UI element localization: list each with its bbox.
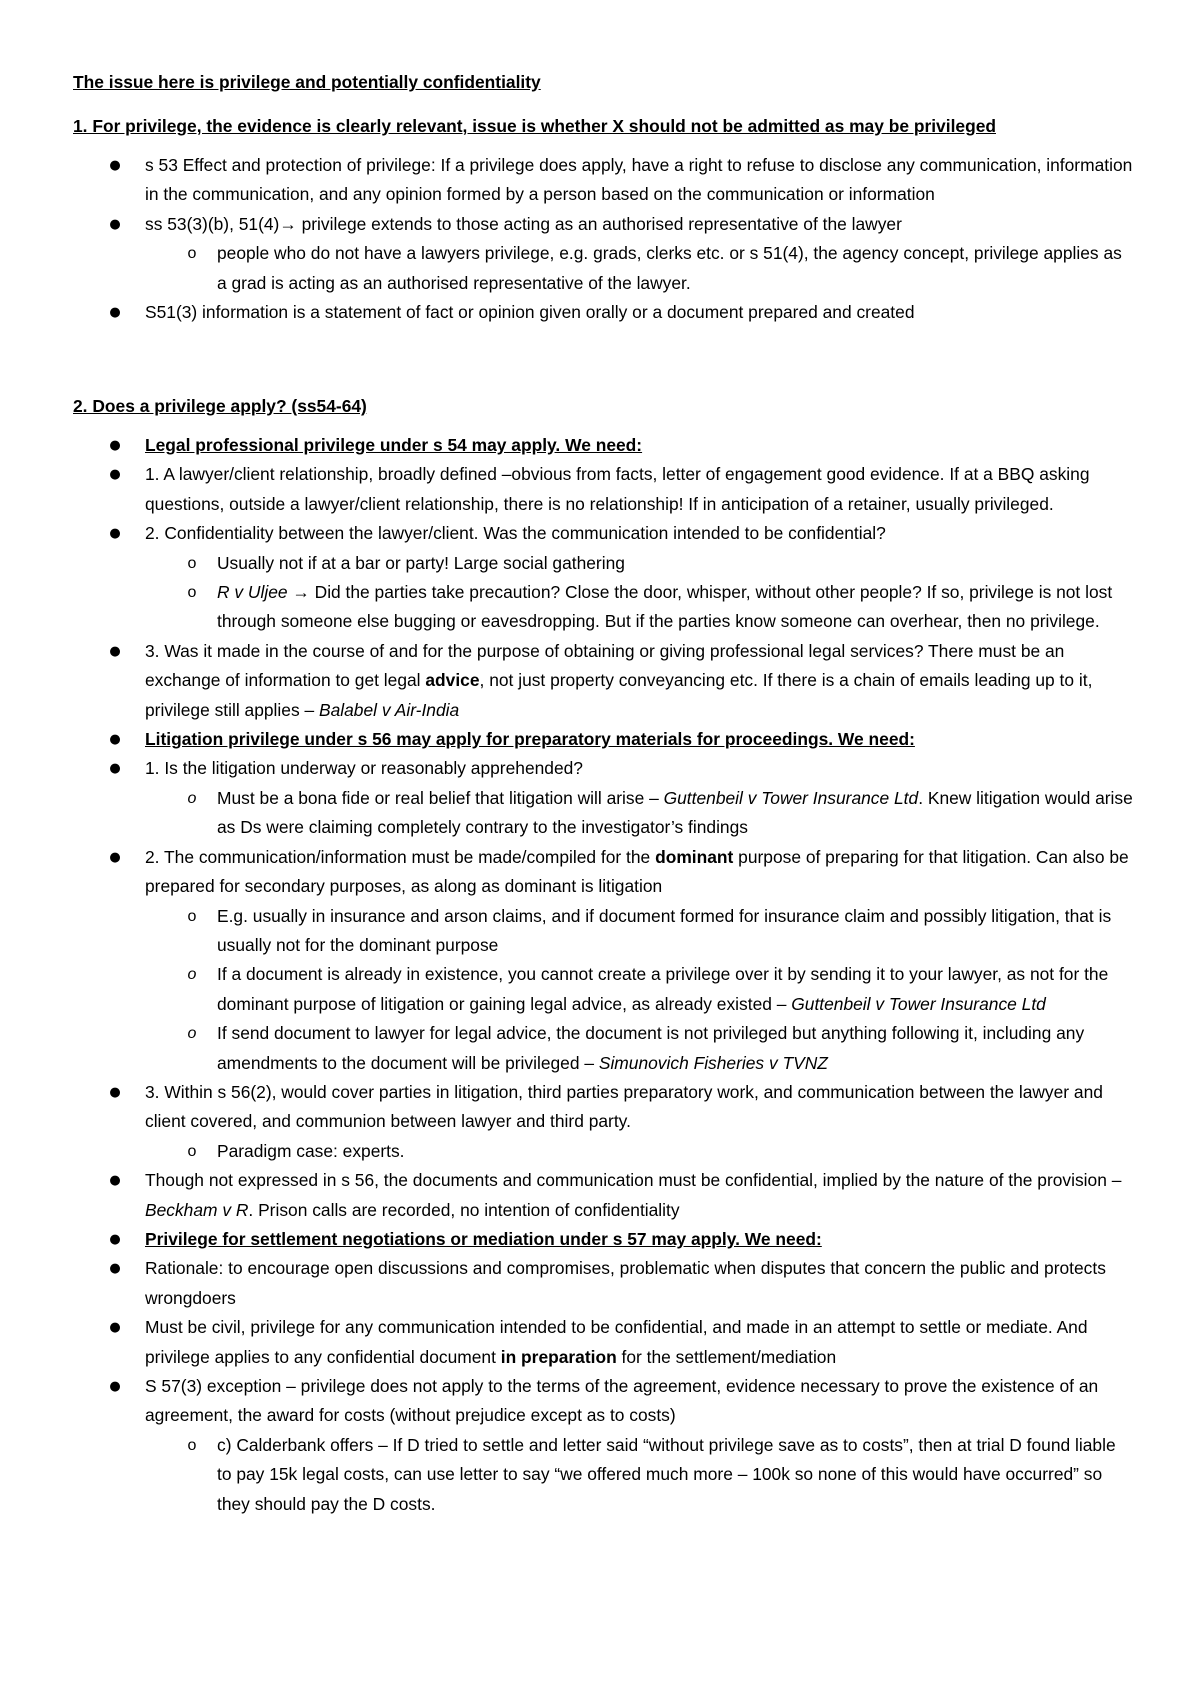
section-1-list xyxy=(73,151,1133,327)
sub-bullet-icon: o xyxy=(187,1142,197,1160)
bullet-icon: ● xyxy=(109,849,121,865)
bullet-icon: ● xyxy=(109,643,121,659)
bullet-icon: ● xyxy=(109,1320,121,1336)
section-2-list xyxy=(73,431,1133,1519)
case-name: Balabel v Air-India xyxy=(319,699,460,720)
bullet-icon: ● xyxy=(109,216,121,232)
sub-list-item xyxy=(145,1019,1133,1078)
document-title: The issue here is privilege and potentially confidentiality xyxy=(73,72,541,92)
bullet-icon: ● xyxy=(109,1231,121,1247)
item-text: The communication/information must be made/compiled for the xyxy=(159,846,656,867)
item-number: 3. xyxy=(145,640,160,661)
item-text: . Knew litigation would arise as Ds were claiming completely contrary to the investigator’s findings xyxy=(217,787,1133,838)
sub-list-item xyxy=(145,578,1133,637)
sub-bullet-icon: o xyxy=(187,1436,197,1454)
sub-bullet-icon: o xyxy=(187,584,197,602)
item-text: Did the parties take precaution? Close the door, whisper, without other people? If so, privilege is not lost through someone else bugging or eavesdropping. But if the parties know someone can overhear, then no privilege. xyxy=(217,582,1113,632)
emphasis-text: dominant xyxy=(655,846,734,867)
list-item xyxy=(73,519,1133,637)
list-item xyxy=(73,298,1133,327)
item-text: S 57(3) exception – privilege does not apply to the terms of the agreement, evidence necessary to prove the existence of an agreement, the award for costs (without prejudice except as to costs) xyxy=(145,1376,1099,1426)
item-number: 2. xyxy=(145,523,160,544)
item-text: people who do not have a lawyers privilege, e.g. grads, clerks etc. or s 51(4), the agency concept, privilege applies as a grad is acting as an authorised representative of the lawyer. xyxy=(217,243,1122,293)
list-item xyxy=(73,1313,1133,1372)
bullet-icon: ● xyxy=(109,761,121,777)
list-item xyxy=(73,151,1133,210)
list-item xyxy=(73,1372,1133,1519)
emphasis-text: advice xyxy=(425,670,480,691)
case-name: Beckham v R xyxy=(145,1199,249,1220)
sub-list xyxy=(145,784,1133,843)
sub-list xyxy=(145,1431,1133,1519)
item-text: for the settlement/mediation xyxy=(616,1346,837,1367)
emphasis-text: in preparation xyxy=(500,1346,617,1367)
sub-bullet-icon: o xyxy=(187,554,197,572)
bullet-icon: ● xyxy=(109,1261,121,1277)
sub-bullet-icon: o xyxy=(187,789,197,807)
sub-list xyxy=(145,902,1133,1078)
case-name: Guttenbeil v Tower Insurance Ltd xyxy=(791,993,1046,1014)
item-text: Within s 56(2), would cover parties in litigation, third parties preparatory work, and communication between the lawyer and client covered, and communion between lawyer and third party. xyxy=(145,1081,1103,1132)
bullet-icon: ● xyxy=(109,467,121,483)
subheading-settlement-privilege: Privilege for settlement negotiations or mediation under s 57 may apply. We need: xyxy=(145,1228,822,1249)
section-1-heading: 1. For privilege, the evidence is clearly relevant, issue is whether X should not be admitted as may be privileged xyxy=(73,116,996,136)
sub-list-item xyxy=(145,1137,1133,1166)
case-name: Guttenbeil v Tower Insurance Ltd xyxy=(663,787,919,808)
item-number: 1. xyxy=(145,758,160,779)
sub-list-item xyxy=(145,784,1133,843)
item-text: s 53 Effect and protection of privilege: If a privilege does apply, have a right to refuse to disclose any communication, information in the communication, and any opinion formed by a person based on the communication or information xyxy=(145,155,1133,205)
list-item xyxy=(73,460,1133,519)
item-text: Though not expressed in s 56, the documents and communication must be confidential, implied by the nature of the provision – xyxy=(145,1170,1122,1191)
item-text: A lawyer/client relationship, broadly defined –obvious from facts, letter of engagement good evidence. If at a BBQ asking questions, outside a lawyer/client relationship, there is no relationship! If in anticipation of a retainer, usually privileged. xyxy=(145,464,1090,514)
list-item xyxy=(73,843,1133,1078)
list-item xyxy=(73,754,1133,842)
item-text: Rationale: to encourage open discussions and compromises, problematic when disputes that concern the public and protects wrongdoers xyxy=(145,1258,1106,1308)
sub-list-item xyxy=(145,549,1133,578)
subheading-legal-professional-privilege: Legal professional privilege under s 54 may apply. We need: xyxy=(145,435,643,455)
list-item xyxy=(73,210,1133,298)
item-text: If a document is already in existence, you cannot create a privilege over it by sending it to your lawyer, as not for the dominant purpose of litigation or gaining legal advice, as already existed – xyxy=(217,964,1109,1014)
sub-list-item xyxy=(145,960,1133,1019)
sub-list xyxy=(145,1137,1133,1166)
item-text: privilege extends to those acting as an authorised representative of the lawyer xyxy=(296,213,902,234)
sub-list-item xyxy=(145,239,1133,298)
bullet-icon: ● xyxy=(109,526,121,542)
sub-bullet-icon: o xyxy=(187,1025,197,1043)
item-text: purpose of preparing for that litigation. Can also be prepared for secondary purposes, as along as dominant is litigation xyxy=(145,846,1129,897)
sub-list xyxy=(145,239,1133,298)
list-item xyxy=(73,1078,1133,1166)
bullet-icon: ● xyxy=(109,158,121,173)
item-text: . Prison calls are recorded, no intention of confidentiality xyxy=(248,1199,680,1220)
item-text: Usually not if at a bar or party! Large social gathering xyxy=(217,552,625,573)
section-2-heading: 2. Does a privilege apply? (ss54-64) xyxy=(73,396,367,416)
sub-list xyxy=(145,549,1133,637)
bullet-icon: ● xyxy=(109,438,121,453)
item-text: ss 53(3)(b), 51(4) xyxy=(145,213,280,234)
sub-bullet-icon: o xyxy=(187,245,197,263)
item-text: Must be civil, privilege for any communication intended to be confidential, and made in an attempt to settle or mediate. And privilege applies to any confidential document xyxy=(145,1317,1088,1367)
item-text: Confidentiality between the lawyer/client. Was the communication intended to be confidential? xyxy=(159,523,886,544)
sub-list-item xyxy=(145,1431,1133,1519)
item-text: , not just property conveyancing etc. If there is a chain of emails leading up to it, privilege still applies – xyxy=(145,670,1093,720)
item-number: 2. xyxy=(145,846,160,867)
item-text: If send document to lawyer for legal advice, the document is not privileged but anything following it, including any amendments to the document will be privileged – xyxy=(217,1023,1085,1073)
item-text: S51(3) information is a statement of fact or opinion given orally or a document prepared and created xyxy=(145,302,915,323)
bullet-icon: ● xyxy=(109,1173,121,1189)
subheading-litigation-privilege: Litigation privilege under s 56 may apply for preparatory materials for proceedings. We need: xyxy=(145,729,915,750)
list-item xyxy=(73,1166,1133,1225)
list-item xyxy=(73,1254,1133,1313)
case-name: R v Uljee xyxy=(217,582,288,603)
item-text: Was it made in the course of and for the purpose of obtaining or giving professional legal services? There must be an exchange of information to get legal xyxy=(145,640,1065,691)
list-item xyxy=(73,1225,1133,1254)
sub-bullet-icon: o xyxy=(187,966,197,984)
list-item xyxy=(73,725,1133,754)
item-text: c) Calderbank offers – If D tried to settle and letter said “without privilege save as to costs”, then at trial D found liable to pay 15k legal costs, can use letter to say “we offered much more – 100k so none of this would have occurred” so they should pay the D costs. xyxy=(217,1434,1116,1514)
bullet-icon: ● xyxy=(109,732,121,748)
bullet-icon: ● xyxy=(109,1084,121,1100)
bullet-icon: ● xyxy=(109,305,121,321)
sub-list-item xyxy=(145,902,1133,961)
sub-bullet-icon: o xyxy=(187,907,197,925)
list-item xyxy=(73,431,1133,460)
item-text: Paradigm case: experts. xyxy=(217,1140,405,1161)
item-number: 3. xyxy=(145,1081,160,1102)
arrow-right-icon: → xyxy=(292,582,310,603)
arrow-right-icon: → xyxy=(279,213,297,234)
bullet-icon: ● xyxy=(109,1379,121,1394)
item-text: Must be a bona fide or real belief that litigation will arise – xyxy=(217,787,664,808)
item-number: 1. xyxy=(145,464,160,485)
list-item xyxy=(73,637,1133,725)
case-name: Simunovich Fisheries v TVNZ xyxy=(598,1052,828,1073)
item-text: E.g. usually in insurance and arson claims, and if document formed for insurance claim and possibly litigation, that is usually not for the dominant purpose xyxy=(217,905,1112,955)
item-text: Is the litigation underway or reasonably apprehended? xyxy=(159,758,583,779)
